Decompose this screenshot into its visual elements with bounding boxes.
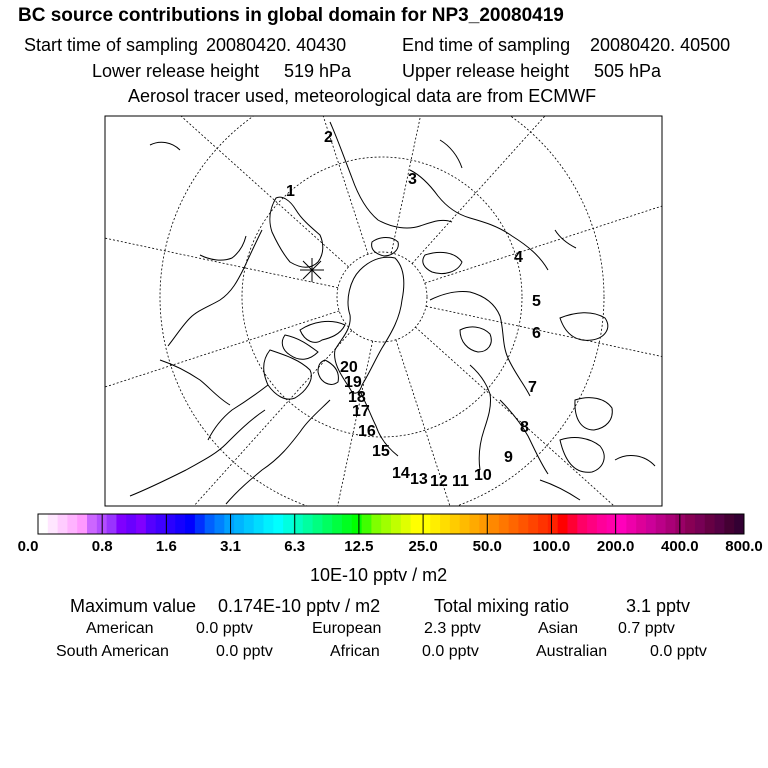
trajectory-label: 5 <box>532 293 541 310</box>
colorbar-swatch <box>734 514 744 534</box>
trajectory-label: 7 <box>528 379 537 396</box>
trajectory-label: 8 <box>520 419 529 436</box>
colorbar <box>38 514 745 534</box>
upper-height-value: 505 hPa <box>594 61 662 81</box>
colorbar-swatch <box>617 514 627 534</box>
colorbar-swatch <box>87 514 97 534</box>
colorbar-swatch <box>371 514 381 534</box>
colorbar-swatch <box>430 514 440 534</box>
colorbar-swatch <box>675 514 685 534</box>
colorbar-tick-label: 0.0 <box>17 538 39 555</box>
colorbar-swatch <box>205 514 215 534</box>
trajectory-label: 4 <box>514 249 523 266</box>
colorbar-swatch <box>597 514 607 534</box>
colorbar-swatch <box>420 514 430 534</box>
trajectory-label: 13 <box>410 471 428 488</box>
colorbar-swatch <box>156 514 166 534</box>
trajectory-label: 12 <box>430 473 448 490</box>
region-name: African <box>330 643 380 660</box>
region-value: 0.0 pptv <box>650 643 707 660</box>
colorbar-swatch <box>636 514 646 534</box>
colorbar-tick-label: 200.0 <box>596 538 635 555</box>
colorbar-swatch <box>58 514 68 534</box>
start-time-value: 20080420. 40430 <box>206 35 347 55</box>
end-time-value: 20080420. 40500 <box>590 35 731 55</box>
colorbar-swatch <box>440 514 450 534</box>
colorbar-swatch <box>273 514 283 534</box>
colorbar-swatch <box>724 514 734 534</box>
colorbar-swatch <box>568 514 578 534</box>
colorbar-swatch <box>558 514 568 534</box>
colorbar-tick-label: 400.0 <box>661 538 699 555</box>
colorbar-swatch <box>646 514 656 534</box>
trajectory-label: 19 <box>344 374 362 391</box>
colorbar-tick-label: 0.8 <box>91 538 113 555</box>
colorbar-swatch <box>587 514 597 534</box>
colorbar-swatch <box>77 514 87 534</box>
colorbar-swatch <box>499 514 509 534</box>
lower-height-value: 519 hPa <box>284 61 352 81</box>
colorbar-tick-label: 100.0 <box>532 538 571 555</box>
colorbar-swatch <box>136 514 146 534</box>
colorbar-swatch <box>401 514 411 534</box>
region-value: 0.7 pptv <box>618 620 675 637</box>
colorbar-swatch <box>509 514 519 534</box>
colorbar-tick-label: 3.1 <box>220 538 241 555</box>
trajectory-label: 9 <box>504 449 513 466</box>
trajectory-label: 15 <box>372 443 390 460</box>
colorbar-swatch <box>234 514 244 534</box>
total-mixing-value: 3.1 pptv <box>626 596 691 616</box>
end-time-label: End time of sampling <box>402 35 571 55</box>
colorbar-swatch <box>528 514 538 534</box>
region-value: 2.3 pptv <box>424 620 481 637</box>
colorbar-swatch <box>215 514 225 534</box>
colorbar-swatch <box>450 514 460 534</box>
colorbar-swatch <box>264 514 274 534</box>
colorbar-swatch <box>332 514 342 534</box>
colorbar-swatch <box>303 514 313 534</box>
colorbar-swatch <box>67 514 77 534</box>
colorbar-swatch <box>656 514 666 534</box>
region-name: European <box>312 620 382 637</box>
colorbar-swatch <box>469 514 479 534</box>
plot-title: BC source contributions in global domain for NP3_20080419 <box>18 5 564 26</box>
colorbar-swatch <box>695 514 705 534</box>
colorbar-tick-label: 1.6 <box>155 538 177 555</box>
colorbar-swatch <box>146 514 156 534</box>
colorbar-swatch <box>489 514 499 534</box>
colorbar-swatch <box>38 514 48 534</box>
trajectory-label: 3 <box>408 171 417 188</box>
colorbar-swatch <box>538 514 548 534</box>
colorbar-tick-label: 50.0 <box>472 538 502 555</box>
region-value: 0.0 pptv <box>422 643 479 660</box>
colorbar-swatch <box>48 514 58 534</box>
release-site-marker <box>300 258 324 282</box>
region-name: Australian <box>536 643 608 660</box>
trajectory-label: 11 <box>452 473 469 490</box>
trajectory-label: 2 <box>324 129 333 146</box>
colorbar-swatch <box>224 514 234 534</box>
colorbar-swatch <box>460 514 470 534</box>
trajectory-label: 18 <box>348 389 366 406</box>
colorbar-swatch <box>165 514 175 534</box>
trajectory-label: 6 <box>532 325 541 342</box>
colorbar-swatch <box>685 514 695 534</box>
trajectory-label: 16 <box>358 423 376 440</box>
colorbar-swatch <box>322 514 332 534</box>
colorbar-swatch <box>715 514 725 534</box>
colorbar-tick-label: 25.0 <box>408 538 438 555</box>
colorbar-tick-label: 12.5 <box>344 538 374 555</box>
trajectory-label: 20 <box>340 359 358 376</box>
colorbar-swatch <box>626 514 636 534</box>
colorbar-swatch <box>362 514 372 534</box>
colorbar-swatch <box>577 514 587 534</box>
colorbar-tick-label: 6.3 <box>284 538 306 555</box>
colorbar-swatch <box>666 514 676 534</box>
colorbar-swatch <box>313 514 323 534</box>
trajectory-label: 17 <box>352 403 370 420</box>
region-name: American <box>86 620 154 637</box>
max-value: 0.174E-10 pptv / m2 <box>218 596 381 616</box>
region-value: 0.0 pptv <box>216 643 273 660</box>
colorbar-swatch <box>518 514 528 534</box>
colorbar-tick-label: 800.0 <box>725 538 763 555</box>
region-value: 0.0 pptv <box>196 620 253 637</box>
colorbar-swatch <box>244 514 254 534</box>
trajectory-label: 10 <box>474 467 492 484</box>
colorbar-swatch <box>381 514 391 534</box>
region-name: South American <box>56 643 169 660</box>
colorbar-swatch <box>185 514 195 534</box>
colorbar-swatch <box>342 514 352 534</box>
colorbar-swatch <box>352 514 362 534</box>
total-mixing-label: Total mixing ratio <box>434 596 570 616</box>
colorbar-swatch <box>126 514 136 534</box>
upper-height-label: Upper release height <box>402 61 570 81</box>
max-value-label: Maximum value <box>70 596 197 616</box>
colorbar-swatch <box>254 514 264 534</box>
colorbar-swatch <box>411 514 421 534</box>
start-time-label: Start time of sampling <box>24 35 199 55</box>
trajectory-label: 14 <box>392 465 410 482</box>
data-source-note: Aerosol tracer used, meteorological data are from ECMWF <box>128 86 597 106</box>
colorbar-swatch <box>479 514 489 534</box>
colorbar-unit: 10E-10 pptv / m2 <box>310 565 448 585</box>
colorbar-swatch <box>175 514 185 534</box>
colorbar-swatch <box>195 514 205 534</box>
trajectory-label: 1 <box>286 183 295 200</box>
colorbar-swatch <box>548 514 558 534</box>
colorbar-swatch <box>107 514 117 534</box>
lower-height-label: Lower release height <box>92 61 260 81</box>
region-name: Asian <box>538 620 579 637</box>
colorbar-swatch <box>116 514 126 534</box>
colorbar-swatch <box>705 514 715 534</box>
colorbar-swatch <box>391 514 401 534</box>
colorbar-swatch <box>283 514 293 534</box>
